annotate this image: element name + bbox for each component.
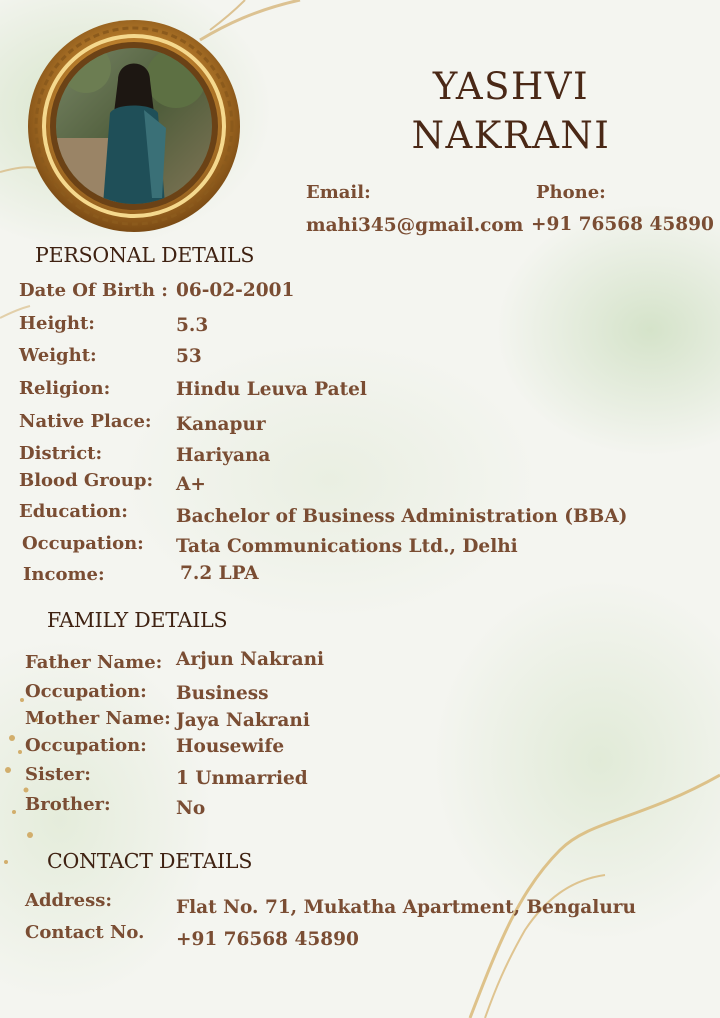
personal-details-heading: PERSONAL DETAILS	[35, 243, 255, 267]
blood-group-label: Blood Group:	[19, 470, 154, 491]
mother-name-value: Jaya Nakrani	[176, 710, 310, 731]
religion-value: Hindu Leuva Patel	[176, 379, 367, 400]
district-value: Hariyana	[176, 445, 271, 466]
brother-value: No	[176, 798, 206, 819]
district-label: District:	[19, 443, 103, 464]
address-label: Address:	[25, 890, 112, 911]
income-value: 7.2 LPA	[180, 563, 259, 584]
mother-name-label: Mother Name:	[25, 708, 171, 729]
blood-group-value: A+	[176, 474, 206, 495]
contact-no-value[interactable]: +91 76568 45890	[176, 929, 359, 950]
native-place-label: Native Place:	[19, 411, 152, 432]
religion-label: Religion:	[19, 378, 111, 399]
phone-value[interactable]: +91 76568 45890	[531, 214, 714, 235]
occupation-value: Tata Communications Ltd., Delhi	[176, 536, 518, 557]
weight-label: Weight:	[19, 345, 97, 366]
family-details-heading: FAMILY DETAILS	[47, 608, 228, 632]
mother-occupation-value: Housewife	[176, 736, 285, 757]
height-value: 5.3	[176, 315, 209, 336]
contact-no-label: Contact No.	[25, 922, 145, 943]
email-value[interactable]: mahi345@gmail.com	[306, 215, 524, 236]
first-name: YASHVI	[432, 65, 590, 108]
profile-photo	[26, 18, 242, 234]
sister-label: Sister:	[25, 764, 91, 785]
father-occupation-label: Occupation:	[25, 681, 147, 702]
education-value: Bachelor of Business Administration (BBA)	[176, 506, 628, 527]
education-label: Education:	[19, 501, 128, 522]
email-label: Email:	[306, 182, 371, 203]
height-label: Height:	[19, 313, 95, 334]
phone-label: Phone:	[536, 182, 606, 203]
native-place-value: Kanapur	[176, 414, 266, 435]
last-name: NAKRANI	[411, 114, 611, 157]
father-name-label: Father Name:	[25, 652, 163, 673]
mother-occupation-label: Occupation:	[25, 735, 147, 756]
address-value: Flat No. 71, Mukatha Apartment, Bengaluru	[176, 897, 636, 918]
father-occupation-value: Business	[176, 683, 269, 704]
occupation-label: Occupation:	[22, 533, 144, 554]
dob-value: 06-02-2001	[176, 280, 295, 301]
income-label: Income:	[23, 564, 105, 585]
father-name-value: Arjun Nakrani	[176, 649, 325, 670]
dob-label: Date Of Birth :	[19, 280, 168, 301]
weight-value: 53	[176, 346, 202, 367]
sister-value: 1 Unmarried	[176, 768, 308, 789]
contact-details-heading: CONTACT DETAILS	[47, 849, 253, 873]
brother-label: Brother:	[25, 794, 111, 815]
